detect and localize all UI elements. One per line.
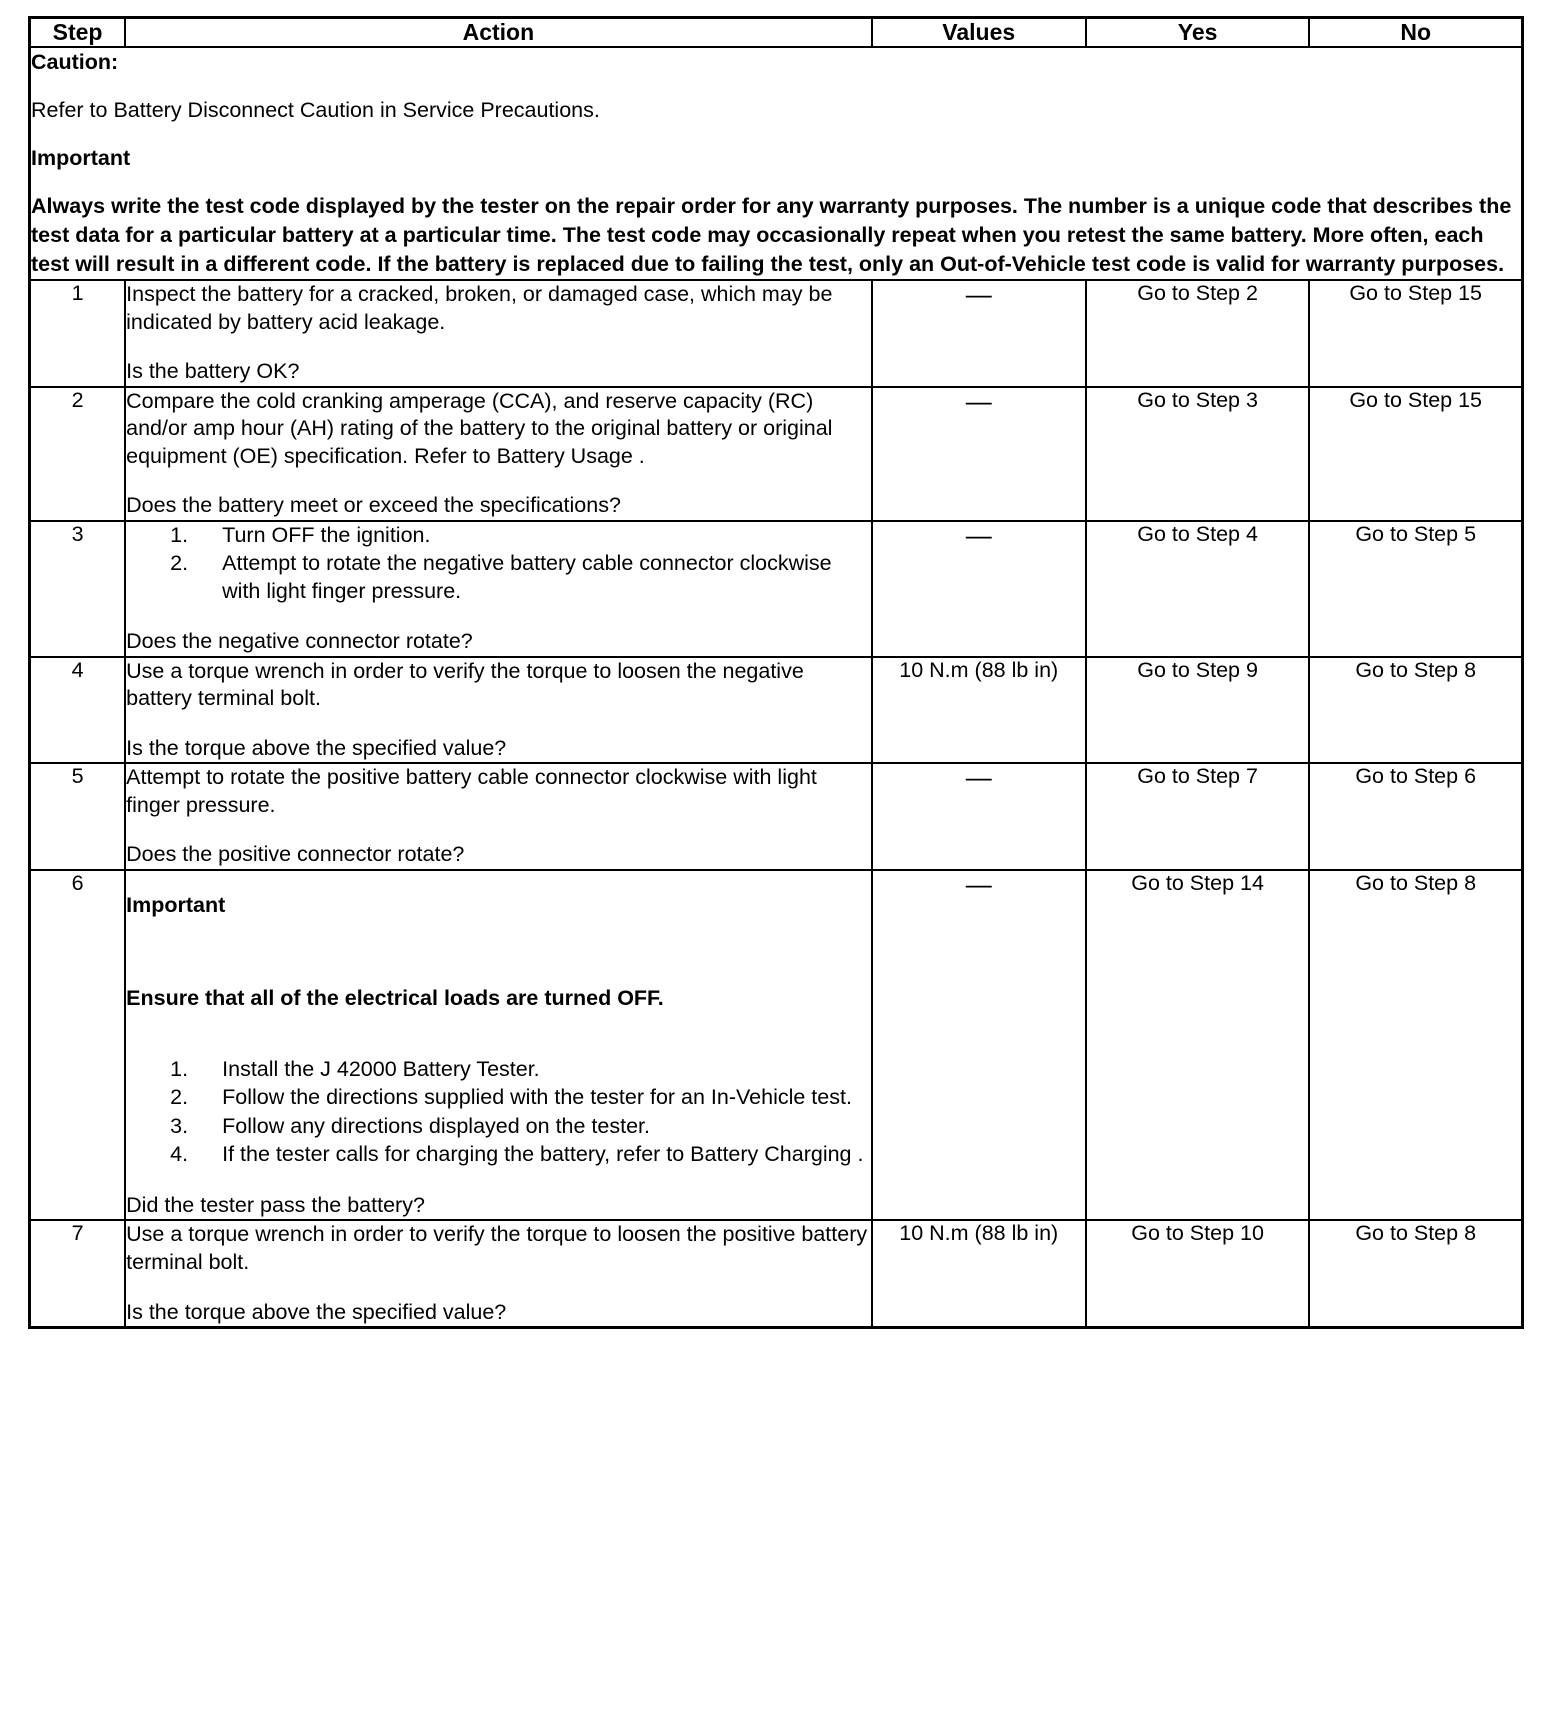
important-label: Important — [31, 146, 131, 171]
table-row — [30, 763, 1523, 870]
table-body — [30, 47, 1523, 1328]
list-item — [126, 522, 871, 550]
value-text: — — [965, 762, 992, 793]
action-content — [125, 280, 872, 387]
substep-text: Follow any directions displayed on the tester. — [222, 1113, 650, 1138]
yes-result — [1086, 280, 1310, 387]
substep-number: 2. — [170, 551, 189, 576]
yes-text: Go to Step 9 — [1137, 657, 1258, 682]
yes-result — [1086, 870, 1310, 1221]
notice-cell — [30, 47, 1523, 280]
no-text: Go to Step 15 — [1349, 281, 1483, 306]
substep-text: Follow the directions supplied with the tester for an In-Vehicle test. — [222, 1085, 852, 1110]
table-row — [30, 521, 1523, 657]
no-result — [1309, 387, 1522, 521]
values-content — [872, 387, 1086, 521]
header-row — [30, 18, 1523, 48]
action-content — [125, 870, 872, 1221]
no-text: Go to Step 15 — [1349, 387, 1483, 412]
values-content — [872, 657, 1086, 764]
action-question: Is the torque above the specified value? — [126, 1299, 507, 1324]
substep-list — [126, 1056, 871, 1169]
caution-label: Caution: — [31, 50, 119, 74]
no-text: Go to Step 8 — [1355, 657, 1477, 682]
no-text: Go to Step 6 — [1355, 764, 1477, 789]
value-text: — — [965, 385, 992, 416]
step-number: 2 — [30, 387, 126, 521]
step-number: 3 — [30, 521, 126, 657]
substep-list — [126, 522, 871, 606]
step-number: 6 — [30, 870, 126, 1221]
important-text: Always write the test code displayed by the tester on the repair order for any warranty purposes. The number is a unique code that describes the test data for a particular battery at a particular time. The test code may occasionally repeat when you retest the same battery. More often, each test will result in a different code. If the battery is replaced due to failing the test, only an Out-of-Vehicle test code is valid for warranty purposes. — [31, 194, 1512, 277]
caution-text: Refer to Battery Disconnect Caution in Service Precautions. — [31, 98, 600, 123]
values-content — [872, 763, 1086, 870]
yes-result — [1086, 657, 1310, 764]
list-item — [126, 1113, 871, 1141]
action-intro: Use a torque wrench in order to verify the torque to loosen the positive battery terminal bolt. — [126, 1222, 868, 1274]
substep-text: If the tester calls for charging the battery, refer to Battery Charging . — [222, 1142, 864, 1167]
values-content — [872, 280, 1086, 387]
list-item — [126, 1056, 871, 1084]
value-text: 10 N.m (88 lb in) — [899, 657, 1059, 682]
action-question: Does the positive connector rotate? — [126, 842, 465, 867]
value-text: 10 N.m (88 lb in) — [899, 1221, 1059, 1246]
action-question: Did the tester pass the battery? — [126, 1192, 425, 1217]
yes-text: Go to Step 4 — [1137, 521, 1258, 546]
column-header-no: No — [1309, 18, 1522, 48]
action-question: Does the negative connector rotate? — [126, 629, 473, 654]
values-content — [872, 1220, 1086, 1327]
action-question: Is the battery OK? — [126, 359, 300, 384]
table-row — [30, 1220, 1523, 1327]
row-important-label: Important — [126, 893, 226, 918]
step-number: 7 — [30, 1220, 126, 1327]
row-important-text: Ensure that all of the electrical loads are turned OFF. — [126, 985, 664, 1010]
list-item — [126, 1084, 871, 1112]
yes-text: Go to Step 7 — [1137, 764, 1258, 789]
action-intro: Use a torque wrench in order to verify the torque to loosen the negative battery terminal bolt. — [126, 658, 804, 711]
yes-text: Go to Step 14 — [1131, 870, 1264, 895]
yes-result — [1086, 1220, 1310, 1327]
column-header-yes: Yes — [1086, 18, 1310, 48]
values-content — [872, 870, 1086, 1221]
no-result — [1309, 521, 1522, 657]
action-intro: Compare the cold cranking amperage (CCA), and reserve capacity (RC) and/or amp hour (AH) rating of the battery to the original battery or original equipment (OE) specification. Refer to Battery Usage . — [126, 388, 833, 468]
substep-number: 1. — [170, 1056, 189, 1081]
yes-result — [1086, 763, 1310, 870]
step-number: 1 — [30, 280, 126, 387]
no-result — [1309, 1220, 1522, 1327]
no-result — [1309, 763, 1522, 870]
no-text: Go to Step 5 — [1355, 521, 1477, 546]
diagnostic-table — [28, 16, 1524, 1329]
table-row — [30, 657, 1523, 764]
table-row — [30, 870, 1523, 1221]
no-result — [1309, 657, 1522, 764]
no-result — [1309, 870, 1522, 1221]
action-question: Is the torque above the specified value? — [126, 735, 507, 760]
action-content — [125, 1220, 872, 1327]
no-result — [1309, 280, 1522, 387]
substep-text: Attempt to rotate the negative battery cable connector clockwise with light finger pressure. — [222, 551, 832, 603]
action-intro: Inspect the battery for a cracked, broken, or damaged case, which may be indicated by battery acid leakage. — [126, 282, 833, 334]
substep-text: Turn OFF the ignition. — [222, 522, 431, 547]
yes-text: Go to Step 3 — [1137, 387, 1258, 412]
column-header-step: Step — [30, 18, 126, 48]
step-number: 4 — [30, 657, 126, 764]
step-number: 5 — [30, 763, 126, 870]
action-content — [125, 657, 872, 764]
action-content — [125, 763, 872, 870]
substep-number: 4. — [170, 1142, 189, 1167]
column-header-values: Values — [872, 18, 1086, 48]
value-text: — — [965, 868, 992, 899]
no-text: Go to Step 8 — [1355, 870, 1477, 895]
value-text: — — [965, 279, 992, 310]
action-content — [125, 387, 872, 521]
yes-text: Go to Step 10 — [1131, 1221, 1264, 1246]
notice-row — [30, 47, 1523, 280]
action-content — [125, 521, 872, 657]
action-question: Does the battery meet or exceed the specifications? — [126, 493, 621, 518]
table-header — [30, 18, 1523, 48]
table-row — [30, 387, 1523, 521]
yes-result — [1086, 387, 1310, 521]
yes-text: Go to Step 2 — [1137, 281, 1258, 306]
substep-text: Install the J 42000 Battery Tester. — [222, 1056, 540, 1081]
column-header-action: Action — [125, 18, 872, 48]
action-intro: Attempt to rotate the positive battery cable connector clockwise with light finger pressure. — [126, 765, 817, 817]
substep-number: 1. — [170, 522, 189, 547]
substep-number: 2. — [170, 1085, 189, 1110]
value-text: — — [965, 519, 992, 550]
list-item — [126, 1141, 871, 1169]
table-row — [30, 280, 1523, 387]
yes-result — [1086, 521, 1310, 657]
list-item — [126, 550, 871, 605]
no-text: Go to Step 8 — [1355, 1221, 1477, 1246]
values-content — [872, 521, 1086, 657]
substep-number: 3. — [170, 1113, 189, 1138]
